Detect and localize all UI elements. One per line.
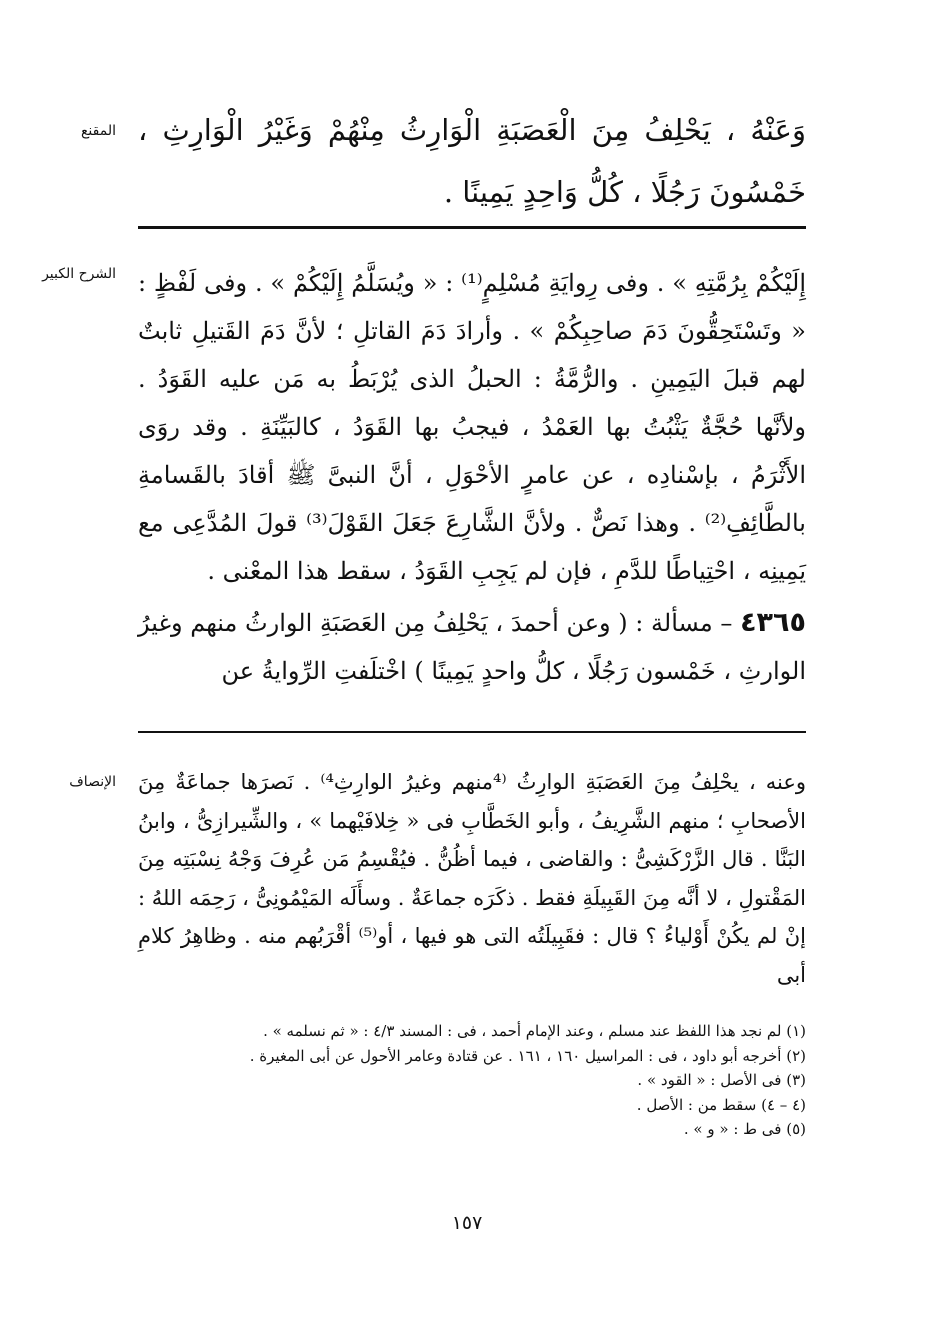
masala-text: – مسألة : ( وعن أحمدَ ، يَحْلِفُ مِن العَصَبَةِ الوارثُ منهم وغيرُ الوارثِ ، خَمْسون رَجُلًا ، كلُّ واحدٍ يَمِينًا ) اخْتلَفتِ الرِّوايةُ عن — [138, 609, 806, 685]
insaf-text: وعنه ، يحْلِفُ مِنَ العَصَبَةِ الوارِثُ ⁽⁴منهم وغيرُ الوارِثِ⁴⁾ . نَصرَها جماعَةٌ مِنَ الأصحابِ ؛ منهم الشَّرِيفُ ، وأبو الخَطَّابِ فى « خِلافَيْهما » ، والشِّيرازِىُّ ، وابنُ البَنَّا . قال الزَّرْكَشِىُّ : والقاضى ، فيما أظُنُّ . فيُقْسِمُ مَن عُرِفَ وَجْهُ نِسْبَتِه مِنَ المَقْتولِ ، لا أنَّه مِنَ القَبِيلَةِ فقط . ذكَرَه جماعَةٌ . وسأَلَه المَيْمُونِىُّ ، رَحِمَه اللهُ : إنْ لم يكُنْ أَوْلياءُ ؟ قال : فقَبِيلَتُه التى هو فيها ، أو⁽⁵⁾ أقْرَبُهم منه . وظاهِرُ كلامِ أبى — [138, 770, 806, 987]
section-divider — [138, 226, 806, 229]
footnote: (٢) أخرجه أبو داود ، فى : المراسيل ١٦٠ ، ١٦١ . عن قتادة وعامر الأحول عن أبى المغيرة . — [249, 1046, 806, 1065]
insaf-section — [138, 763, 806, 994]
muqni-text: وَعَنْهُ ، يَحْلِفُ مِنَ الْعَصَبَةِ الْوَارِثُ مِنْهُمْ وَغَيْرُ الْوَارِثِ ، خَمْسُونَ رَجُلًا ، كُلُّ وَاحِدٍ يَمِينًا . — [138, 113, 806, 209]
section-divider — [138, 731, 806, 733]
footnote: (٤ – ٤) سقط من : الأصل . — [636, 1095, 806, 1114]
sharh-paragraph: إِلَيْكُمْ بِرُمَّتِهِ » . وفى رِوايَةِ مُسْلِمٍ⁽¹⁾ : « ويُسَلَّمُ إِلَيْكُمْ » . وفى لَفْظٍ : « وتَسْتَحِقُّونَ دَمَ صاحِبِكُمْ » . وأرادَ دَمَ القاتلِ ؛ لأنَّ دَمَ القَتيلِ ثابتٌ لهم قبلَ اليَمِينِ . والرُّمَّةُ : الحبلُ الذى يُرْبَطُ به مَن عليه القَوَدُ . ولأنَّها حُجَّةٌ يَثْبُتُ بها العَمْدُ ، فيجبُ بها القَوَدُ ، كالبَيِّنَةِ . وقد روَى الأَثْرَمُ ، بإسْنادِه ، عن عامرٍ الأحْوَلِ ، أنَّ النبىَّ ﷺ أقادَ بالقَسامةِ بالطَّائِفِ⁽²⁾ . وهذا نَصٌّ . ولأنَّ الشَّارِعَ جَعَلَ القَوْلَ⁽³⁾ قولَ المُدَّعِى مع يَمِينِه ، احْتِياطًا للدَّمِ ، فإن لم يَجِبِ القَوَدُ ، سقط هذا المعْنى . — [138, 269, 806, 585]
section-label-insaf: الإنصاف — [69, 774, 116, 790]
page-number: ١٥٧ — [451, 1212, 483, 1234]
footnote: (١) لم نجد هذا اللفظ عند مسلم ، وعند الإمام أحمد ، فى : المسند ٤/٣ : « ثم نسلمه » . — [263, 1022, 806, 1040]
footnote: (٣) فى الأصل : « القود » . — [637, 1071, 806, 1089]
muqni-section — [138, 99, 806, 223]
masala-number: ٤٣٦٥ — [740, 607, 806, 638]
masala-paragraph — [138, 599, 806, 695]
footnote: (٥) فى ط : « و » . — [683, 1120, 806, 1138]
section-label-sharh: الشرح الكبير — [42, 266, 116, 282]
section-label-muqni: المقنع — [80, 123, 116, 139]
footnotes — [138, 1019, 806, 1142]
sharh-section — [138, 259, 806, 695]
